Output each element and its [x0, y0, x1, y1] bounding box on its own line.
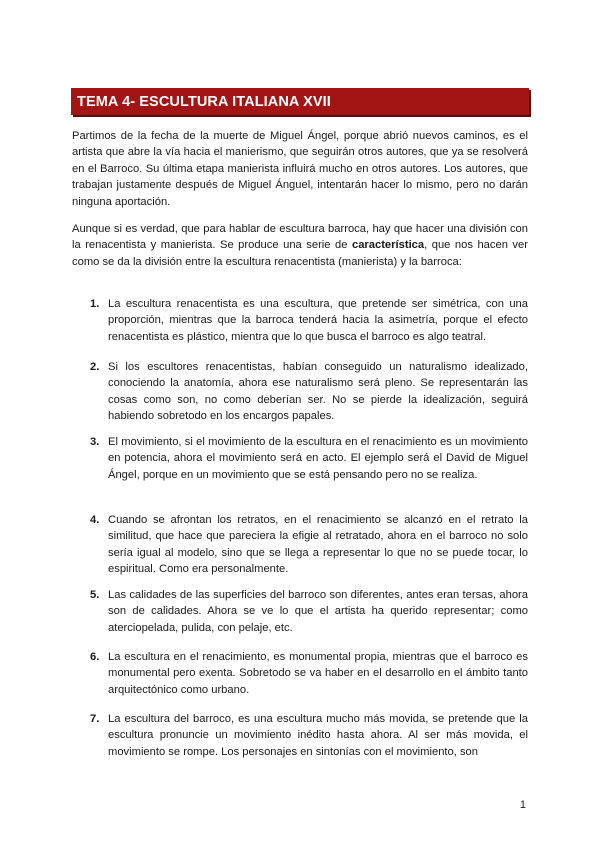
list-number: 3. — [90, 436, 100, 448]
list-number: 4. — [90, 514, 100, 526]
second-paragraph-text-a: Aunque si es verdad, que para hablar de escultura barroca, hay que hacer una división con la renacentista y manierista. Se produce una serie de — [72, 223, 528, 252]
list-text: El movimiento, si el movimiento de la escultura en el renacimiento es un movimiento en potencia, ahora el movimiento será en acto. El ejemplo será el David de Miguel Ángel, porque en un movimiento que se está pensando pero no se realiza. — [108, 436, 528, 481]
list-text: Si los escultores renacentistas, habían conseguido un naturalismo idealizado, conociendo la anatomía, ahora ese naturalismo será pleno. Se representarán las cosas como son, no como deberían ser. No se pierde la idealización, seguirá habiendo sobretodo en los encargos papales. — [108, 361, 528, 423]
list-item — [90, 359, 528, 425]
list-number: 7. — [90, 713, 100, 725]
list-text: La escultura en el renacimiento, es monumental propia, mientras que el barroco es monumental pero exenta. Sobretodo se va haber en el desarrollo en el ámbito tanto arquitectónico como urbano. — [108, 651, 528, 696]
second-paragraph — [72, 221, 528, 270]
list-text: La escultura renacentista es una escultura, que pretende ser simétrica, con una proporción, mientras que la barroca tenderá hacia la asimetría, porque el efecto renacentista es plástico, mientra que lo que busca el barroco es algo teatral. — [108, 298, 528, 343]
title-banner — [71, 88, 529, 115]
intro-paragraph: Partimos de la fecha de la muerte de Miguel Ángel, porque abrió nuevos caminos, es el artista que abre la vía hacia el manierismo, que seguirán otros autores, que ya se resolverá en el Barroco. Su última etapa manierista influirá mucho en otros autores. Los autores, que trabajan justamente después de Miguel Ánguel, intentarán hacer lo mismo, pero no darán ninguna aportación. — [72, 130, 528, 208]
page-title: TEMA 4- ESCULTURA ITALIANA XVII — [77, 93, 331, 110]
list-item — [90, 587, 528, 636]
list-number: 5. — [90, 589, 100, 601]
page-number: 1 — [519, 799, 526, 811]
list-text: La escultura del barroco, es una escultura mucho más movida, se pretende que la escultura pronuncie un movimiento inédito hasta ahora. Al ser más movida, el movimiento se rompe. Los personajes en sintonías con el movimiento, son — [108, 713, 528, 758]
list-number: 2. — [90, 361, 100, 373]
list-item — [90, 512, 528, 578]
second-paragraph-bold: característica — [351, 239, 425, 252]
second-paragraph-text-b: , que nos hacen ver como se da la división entre la escultura renacentista (manierista) y la barroca: — [72, 239, 528, 268]
list-number: 6. — [90, 651, 100, 663]
list-item — [90, 296, 528, 345]
list-number: 1. — [90, 298, 100, 310]
list-item — [90, 649, 528, 698]
list-text: Las calidades de las superficies del barroco son diferentes, antes eran tersas, ahora son de calidades. Ahora se ve lo que el artista ha querido representar; como aterciopelada, pulida, con pelaje, etc. — [108, 589, 528, 634]
list-item — [90, 434, 528, 483]
list-item — [90, 711, 528, 760]
list-text: Cuando se afrontan los retratos, en el renacimiento se alcanzó en el retrato la similitud, que hace que pareciera la efigie al retratado, ahora en el barroco no solo sería igual al modelo, sino que se llega a representar lo que no se puede tocar, lo espiritual. Como era personalmente. — [108, 514, 528, 576]
